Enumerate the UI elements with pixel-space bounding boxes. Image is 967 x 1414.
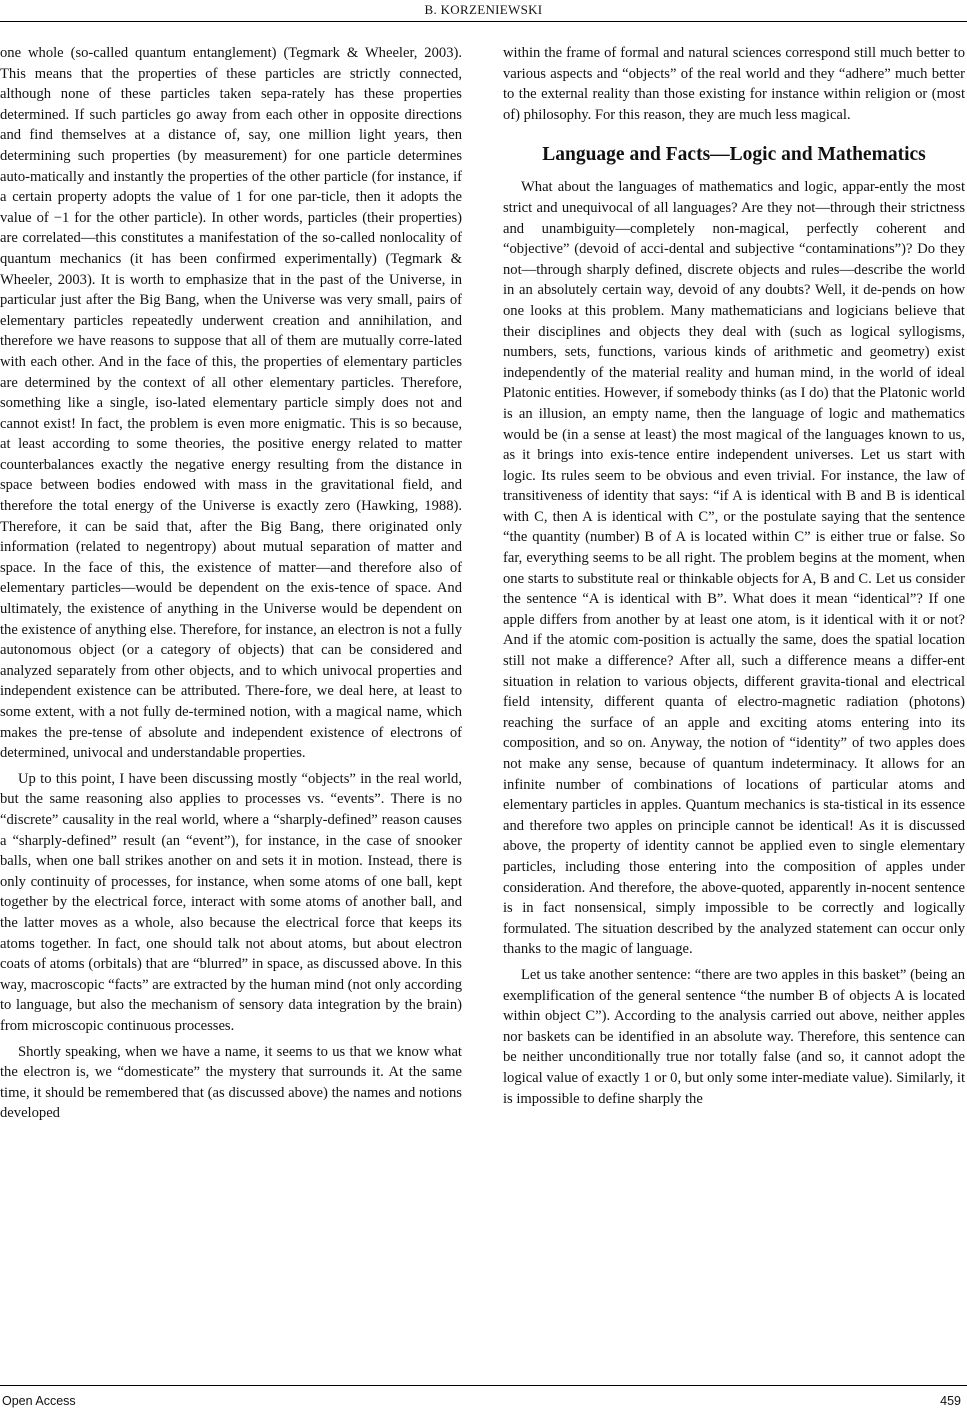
footer-rule xyxy=(0,1385,967,1386)
right-column xyxy=(503,43,965,1109)
footer-journal-label: Open Access xyxy=(2,1394,76,1408)
left-column xyxy=(0,43,462,1124)
body-paragraph: one whole (so-called quantum entanglement) (Tegmark & Wheeler, 2003). This means that the properties of these particles are strictly connected, although none of these particles taken sepa-rately has these properties determined. If such particles go away from each other in opposite directions and find themselves at a distance of, say, one million light years, then determining such properties (by measurement) for one particle determines auto-matically and instantly the properties of the other particle (for instance, if a certain property adopts the value of 1 for one par-ticle, then it adopts the value of −1 for the other particle). In other words, particles (their properties) are correlated—this constitutes a manifestation of the so-called nonlocality of quantum mechanics (it has been confirmed experimentally) (Tegmark & Wheeler, 2003). It is worth to emphasize that in the past of the Universe, in particular just after the Big Bang, when the Universe was very small, pairs of elementary particles repeatedly underwent creation and annihilation, and therefore we have reasons to suppose that all of them are mutually corre-lated with each other. And in the face of this, the properties of elementary particles are determined by the context of all other elementary particles. Therefore, something like a single, iso-lated elementary particle simply does not and cannot exist! In fact, the problem is even more enigmatic. This is so because, at least according to some theories, the positive energy related to matter counterbalances exactly the negative energy resulting from the distance in space between bodies endowed with mass in the gravitational field, and therefore the total energy of the Universe is exactly zero (Hawking, 1988). Therefore, it can be said that, after the Big Bang, there originated only information (related to negentropy) about mutual separation of matter and space. In the face of this, the existence of matter—and therefore also of elementary particles—would be dependent on the exis-tence of space. And ultimately, the existence of anything in the Universe would be dependent on the existence of anything else. Therefore, for instance, an electron is not a fully autonomous object (or a category of objects) that can be considered and analyzed separately from other objects, and to which univocal properties and independent existence can be attributed. There-fore, we deal here, at least to some extent, with a not fully de-termined notion, with a magical name, which makes the pre-tense of absolute and independent existence of electrons of determined, univocal and understandable properties. xyxy=(0,45,462,762)
body-paragraph: within the frame of formal and natural sciences correspond still much better to various aspects and “objects” of the real world and they “adhere” much better to the external reality than those existing for instance within religion or (most of) philosophy. For this reason, they are much less magical. xyxy=(503,45,965,123)
body-paragraph: Let us take another sentence: “there are two apples in this basket” (being an exemplification of the general sentence “the number B of objects A is located within object C”). According to the analysis carried out above, neither apples nor baskets can be identified in an absolute way. Therefore, this sentence can be neither unconditionally true nor totally false (and so, it cannot adopt the logical value of exactly 1 or 0, but only some inter-mediate value). Similarly, it is impossible to define sharply the xyxy=(503,966,965,1107)
body-paragraph: What about the languages of mathematics and logic, appar-ently the most strict and unequivocal of all languages? Are they not—through their strictness and unambiguity—completely non-magical, perfectly coherent and “objective” (devoid of acci-dental and subjective “contaminations”)? Do they not—through sharply defined, discrete objects and rules—describe the world in an absolutely certain way, devoid of any doubts? Well, it de-pends on how one looks at this problem. Many mathematicians and logicians believe that their disciplines and objects they deal with (such as logical syllogisms, numbers, sets, functions, various kinds of arithmetic and geometry) exist independently of the material reality and human mind, in the world of ideal Platonic entities. However, if somebody thinks (as I do) that the Platonic world is an illusion, an empty name, then the language of logic and mathematics would be (in a sense at least) the most magical of the languages known to us, as it brings into exis-tence entire independent universes. Let us start with logic. Its rules seem to be obvious and even trivial. For instance, the law of transitiveness of identity that says: “if A is identical with B and B is identical with C, then A is identical with C”, or the postulate saying that the sentence “the quantity (number) B of A is located within C” is either true or false. So far, everything seems to be all right. The problem begins at the moment, when one starts to substitute real or thinkable objects for A, B and C. Let us consider the sentence “A is identical with B”. What does it mean “identical”? If one apple differs from another by at least one atom, is it identical with it or not? And if the atomic com-position is actually the same, does the spatial location still not make a difference? After all, such a difference means a differ-ent situation in relation to various objects, different gravita-tional and electrical field intensity, different quanta of electro-magnetic radiation (photons) reaching the surface of an apple and exciting atoms entering into its composition, and so on. Anyway, the notion of “identity” of two apples does not make any sense, because of quantum indeterminacy. It allows for an infinite number of combinations of locations of particular atoms and elementary particles in apples. Quantum mechanics is sta-tistical in its essence and therefore two apples on principle cannot be identical! As it is discussed above, the property of identity cannot be applied even to single elementary particles, including those entering into the composition of apples under consideration. And therefore, the above-quoted, apparently in-nocent sentence is in fact nonsensical, simply impossible to be correctly and logically formulated. The situation described by the analyzed statement can occur only thanks to the magic of language. xyxy=(503,179,965,958)
page-number: 459 xyxy=(940,1394,961,1408)
body-paragraph: Shortly speaking, when we have a name, it seems to us that we know what the electron is, we “domesticate” the mystery that surrounds it. At the same time, it should be remembered that (as discussed above) the names and notions developed xyxy=(0,1043,462,1122)
header-rule xyxy=(0,21,967,22)
body-paragraph: Up to this point, I have been discussing mostly “objects” in the real world, but the same reasoning also applies to processes vs. “events”. There is no “discrete” causality in the real world, where a “sharply-defined” reason causes a “sharply-defined” result (an “event”), for instance, in the case of snooker balls, when one ball strikes another on and sets it in motion. Instead, there is only continuity of processes, for instance, when some atoms of one ball, kept together by the electrical force, interact with some atoms of another ball, and the latter moves as a whole, also because the electrical force that keeps its atoms together. In fact, one should talk not about atoms, but about electron coats of atoms (orbitals) that are “blurred” in space, as discussed above. In this way, macroscopic “facts” are extracted by the human mind (not only according to language, but also the mechanism of sensory data integration by the brain) from microscopic continuous processes. xyxy=(0,770,462,1034)
running-head: B. KORZENIEWSKI xyxy=(424,2,543,17)
section-heading: Language and Facts—Logic and Mathematics xyxy=(542,144,926,166)
